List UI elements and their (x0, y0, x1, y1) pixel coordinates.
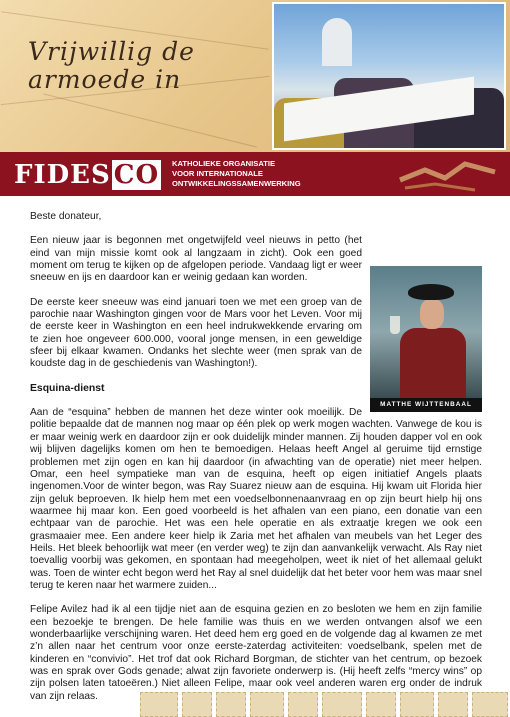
stamp-border (0, 692, 510, 717)
fidesco-logo: FIDES CO (14, 160, 160, 190)
march-photo (272, 2, 506, 150)
page-title: Vrijwillig de armoede in (28, 37, 195, 94)
letter-body (30, 211, 482, 715)
paragraph: Een nieuw jaar is begonnen met ongetwijfeld veel nieuws in petto (het eind van mijn missie komt ook al langzaam in zicht). Ook een goed moment om terug te kijken op de afgelopen periode. Vandaag ligt er weer sneeuw en ijs en daardoor kan er weinig gedaan kan worden. (30, 235, 362, 284)
postage-stamp (288, 692, 318, 717)
section-heading: Esquina-dienst (30, 382, 105, 394)
postage-stamp (438, 692, 468, 717)
photo-caption: MATTHE WIJTTENBAAL (370, 398, 482, 412)
capitol-dome (322, 18, 352, 66)
postage-stamp (250, 692, 284, 717)
postage-stamp (400, 692, 434, 717)
header-banner (0, 0, 510, 152)
org-description: KATHOLIEKE ORGANISATIE VOOR INTERNATIONALE ONTWIKKELINGSSAMENWERKING (172, 159, 301, 188)
portrait-photo (370, 266, 482, 412)
postage-stamp (182, 692, 212, 717)
paragraph: Felipe Avilez had ik al een tijdje niet aan de esquina gezien en zo besloten we hem en zijn familie een bezoekje te brengen. De hele familie was thuis en we werden ontvangen alsof we een wonderbaarlijke verschijning waren. Het deed hem erg goed en de volgende dag al kwamen ze met z’n allen naar het centrum voor onze eerste-zaterdag activiteiten: voedselbank, spelen met de kinderen en “convivio”. Het trof dat ook Richard Borgman, de stichter van het centrum, op bezoek was en sprak over Gods genade; alwat zijn favoriete onderwerp is. (Hij heeft zelfs “mercy wins” op zijn polsen laten tatoeëren.) Niet alleen Felipe, maar ook veel anderen waren erg onder de indruk van zijn relaas. (30, 604, 482, 702)
postage-stamp (322, 692, 362, 717)
paragraph: Aan de “esquina” hebben de mannen het deze winter ook moeilijk. De politie bepaalde dat de mannen nog maar op één plek op werk mogen wachten. Vanwege de kou is er maar weinig werk en daardoor zijn er ook duidelijk minder mannen. Zij houden dapper vol en ook wij blijven dagelijks komen om hen te bemoedigen. Helaas heeft Angel al geruime tijd ernstige problemen met zijn ogen en kan hij daardoor (in afwachting van de operatie) niet meer helpen. Omar, een heel sympatieke man van de esquina, heeft op eigen initiatief Angels plaats ingenomen.Voor de winter begon, was Ray Suarez nieuw aan de esquina. Hij kwam uit Florida hier zijn geluk beproeven. Ik hielp hem met een voedselbonnenaanvraag en op zijn beurt hielp hij ons waarmee hij maar kon. Een goed voorbeeld is het afhalen van een piano, een donatie van een echtpaar van de parochie. Het was een hele operatie en als extraatje kregen we ook een grasmaaier mee. Een andere keer hielp ik Zaria met het afhalen van meubels van het Leger des Heils. Het bleek behoorlijk wat meer (en verder weg) te zijn dan aanvankelijk verwacht. Als Ray niet toevallig voorbij was gekomen, en spontaan had meegeholpen, weet ik niet of het allemaal gelukt was. Toen de winter echt begon werd het Ray al snel duidelijk dat het beter voor hem was maar snel terug te keren naar het warmere zuiden... (30, 407, 482, 591)
decorative-stamp (395, 150, 505, 194)
postage-stamp (140, 692, 178, 717)
postage-stamp (472, 692, 508, 717)
postage-stamp (366, 692, 396, 717)
postage-stamp (216, 692, 246, 717)
paragraph: De eerste keer sneeuw was eind januari toen we met een groep van de parochie naar Washington gingen voor de Mars voor het Leven. Voor mij de eerste keer in Washington en een heel indrukwekkende ervaring om te zien hoe ongeveer 600.000, vooral jonge mensen, in een geweldige sfeer bij elkaar kwamen. Ondanks het slechte weer (men sprak van de koudste dag in de geschiedenis van Washington!). (30, 296, 362, 370)
salutation: Beste donateur, (30, 211, 102, 222)
map-line (43, 93, 257, 147)
